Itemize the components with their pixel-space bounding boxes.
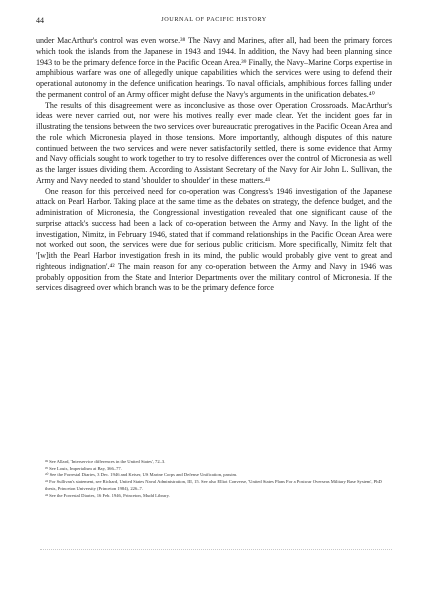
footnote: ³⁹ See Louis, Imperialism at Bay, 366–77. (45, 465, 122, 471)
paragraph: under MacArthur's control was even worse.³⁸ The Navy and Marines, after all, had been the primary forces which took the islands from the Japanese in 1943 and 1944. In addition, the Navy had been planning since 1943 to be the primary defence force in the Pacific Ocean Area.³⁹ Finally, the Navy–Marine Corps expertise in amphibious warfare was one of allegedly unique capabilities which the services were using to defend their operational autonomy in the defence unification hearings. To naval officials, amphibious forces falling under the permanent control of an Army officer might defuse the Navy's arguments in the unification debates.⁴⁰ (36, 36, 392, 99)
footnote: ⁴¹ For Sullivan's statement, see Richard, United States Naval Administration, III, 15. See also Elliot Converse, 'United States Plans For a Postwar Overseas Military Base System', PhD thesis, Princeton University (Princeton 1984), 226–7. (45, 479, 382, 491)
page-number: 44 (36, 16, 44, 25)
footnotes (45, 459, 390, 499)
paragraph: The results of this disagreement were as inconclusive as those over Operation Crossroads. MacArthur's ideas were never carried out, nor were his motives really ever made clear. Yet the incident goes far in illustrating the tensions between the two services over bureaucratic prerogatives in the Pacific Ocean Area and the role which Micronesia played in those tensions. More importantly, although disputes of this nature continued between the two services and were never satisfactorily settled, there is some evidence that Army and Navy officials sought to work together to try to resolve differences over the control of Micronesia as well as the larger issues dividing them. According to Assistant Secretary of the Navy for Air John L. Sullivan, the Army and Navy needed to stand 'shoulder to shoulder' in these matters.⁴¹ (36, 100, 392, 185)
footnote: ³⁸ See Allard, 'Interservice differences in the United States', 72–3. (45, 459, 166, 464)
paragraph: One reason for this perceived need for co-operation was Congress's 1946 investigation of the Japanese attack on Pearl Harbor. Taking place at the same time as the debates on strategy, the defence budget, and the administration of Micronesia, the Congressional investigation revealed that one significant cause of the surprise attack's success had been a lack of co-operation between the Army and Navy. In the light of the investigation, Nimitz, in February 1946, stated that if command relationships in the Pacific Ocean Area were not worked out soon, the services were due for serious public criticism. More specifically, Nimitz felt that '[w]ith the Pearl Harbor investigation fresh in its mind, the public would probably give vent to great and righteous indignation'.⁴² The main reason for any co-operation between the Army and Navy in 1946 was probably opposition from the State and Interior Departments over the military control of Micronesia. If the services disagreed over which branch was to be the primary defence force (36, 186, 392, 293)
body-text (36, 36, 392, 294)
page-header (36, 16, 392, 28)
footnote: ⁴² See the Forrestal Diaries, 16 Feb. 1946, Princeton, Mudd Library. (45, 492, 170, 498)
running-title: JOURNAL OF PACIFIC HISTORY (161, 16, 267, 23)
scan-artifact-line (40, 549, 392, 550)
footnote: ⁴⁰ See the Forrestal Diaries, 3 Dec. 1946 and Keiser, US Marine Corps and Defense Unification, passim. (45, 472, 238, 478)
